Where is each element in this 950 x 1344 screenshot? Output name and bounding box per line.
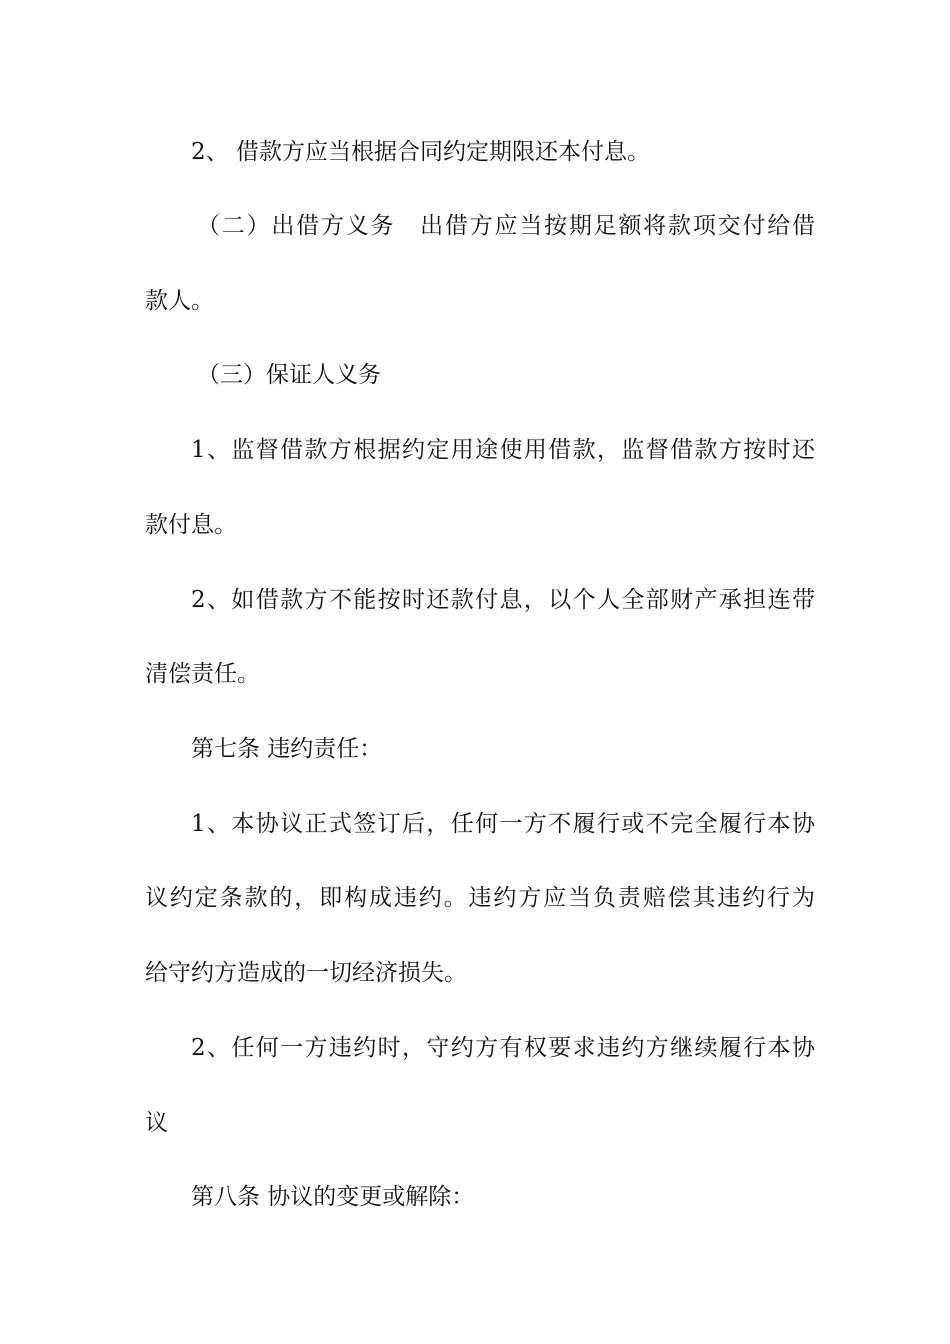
paragraph-lender-duty-line-2: 款人。	[145, 288, 214, 314]
paragraph-breach-1-line-2: 议约定条款的，即构成违约。违约方应当负责赔偿其违约行为	[145, 885, 815, 911]
paragraph-guarantor-2-line-1: 2、如借款方不能按时还款付息，以个人全部财产承担连带	[191, 587, 815, 613]
article-7-heading: 第七条 违约责任：	[191, 736, 383, 762]
paragraph-breach-1-line-3: 给守约方造成的一切经济损失。	[145, 960, 467, 986]
paragraph-obligation-2: 2、 借款方应当根据合同约定期限还本付息。	[191, 139, 650, 165]
paragraph-breach-2-line-1: 2、任何一方违约时，守约方有权要求违约方继续履行本协	[191, 1035, 815, 1061]
paragraph-breach-1-line-1: 1、本协议正式签订后，任何一方不履行或不完全履行本协	[191, 811, 815, 837]
article-8-heading: 第八条 协议的变更或解除：	[191, 1184, 475, 1210]
paragraph-lender-duty-line-1: （二）出借方义务 出借方应当按期足额将款项交付给借	[197, 213, 815, 239]
section-heading-guarantor-duty: （三）保证人义务	[197, 362, 381, 388]
paragraph-guarantor-1-line-1: 1、监督借款方根据约定用途使用借款，监督借款方按时还	[191, 437, 815, 463]
paragraph-breach-2-line-2: 议	[145, 1110, 168, 1136]
paragraph-guarantor-1-line-2: 款付息。	[145, 512, 237, 538]
paragraph-guarantor-2-line-2: 清偿责任。	[145, 661, 260, 687]
